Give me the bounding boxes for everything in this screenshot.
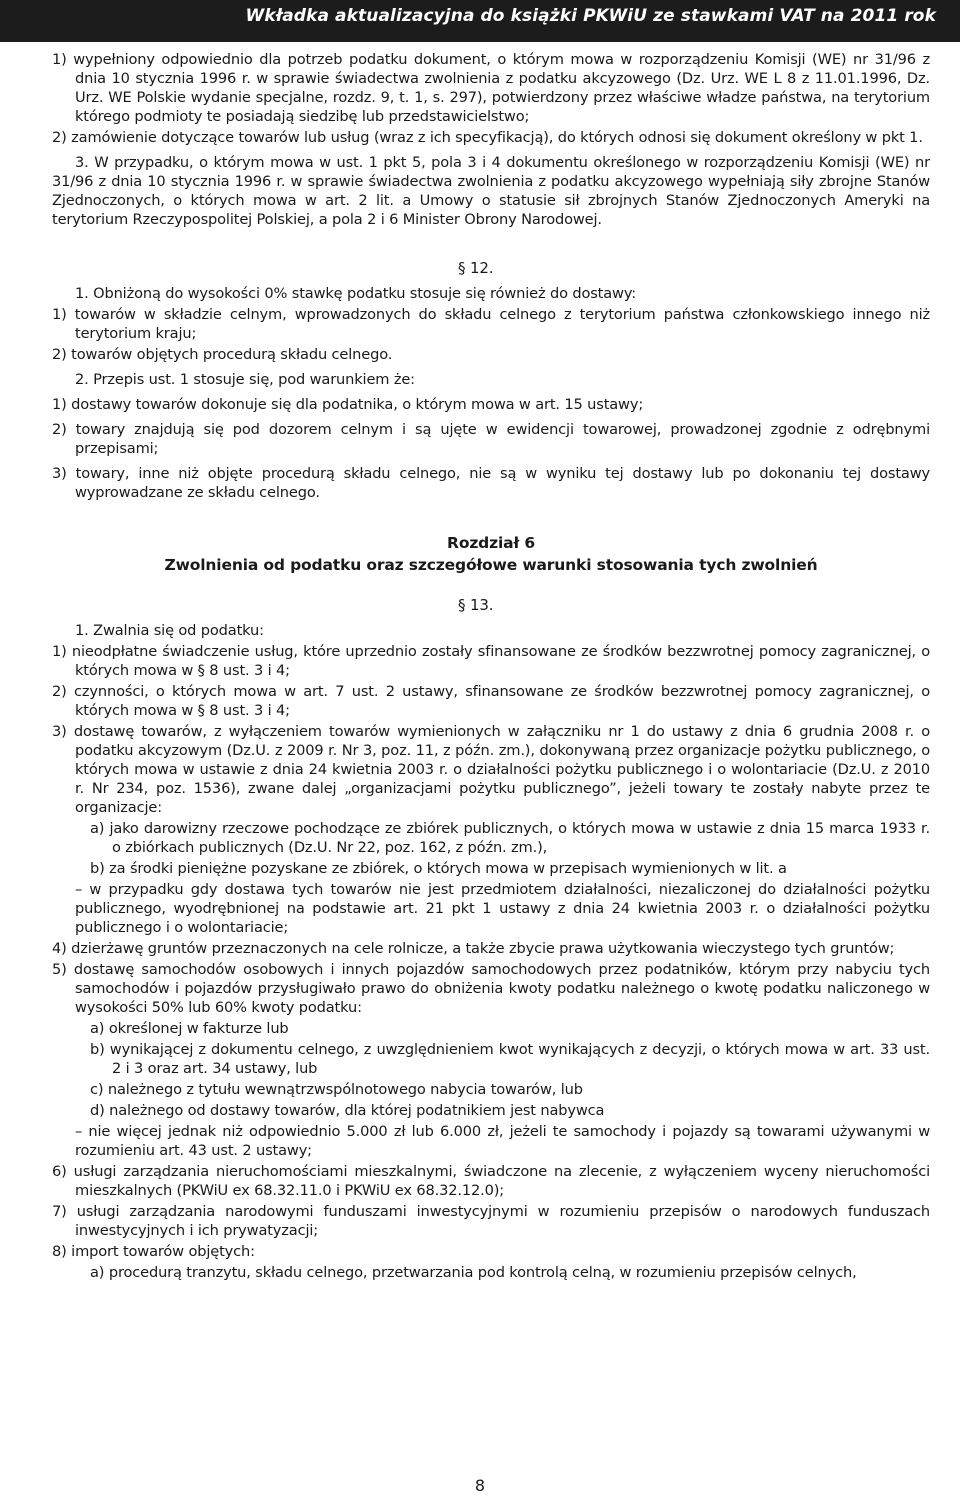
list-item-continuation: – w przypadku gdy dostawa tych towarów nie jest przedmiotem działalności, niezaliczonej do działalności pożytku publicznego, wyodrębnionej na podstawie art. 21 pkt 1 ustawy z dnia 24 kwietnia 2003 r. o działalności pożytku publicznego i o wolontariacie; (75, 881, 930, 936)
section-mark-12: § 12. (458, 259, 494, 277)
paragraph: 1. Obniżoną do wysokości 0% stawkę podatku stosuje się również do dostawy: (75, 285, 637, 302)
sub-list-item: a) procedurą tranzytu, składu celnego, przetwarzania pod kontrolą celną, w rozumieniu przepisów celnych, (90, 1264, 857, 1281)
list-item: 3) dostawę towarów, z wyłączeniem towarów wymienionych w załączniku nr 1 do ustawy z dnia 6 grudnia 2008 r. o podatku akcyzowym (Dz.U. z 2009 r. Nr 3, poz. 11, z późn. zm.), dokonywaną przez organizacje pożytku publicznego, o których mowa w ustawie z dnia 24 kwietnia 2003 r. o działalności pożytku publicznego i o wolontariacie (Dz.U. z 2010 r. Nr 234, poz. 1536), zwane dalej „organizacjami pożytku publicznego”, jeżeli towary te zostały nabyte przez te organizacje: (52, 723, 930, 816)
paragraph: 3. W przypadku, o którym mowa w ust. 1 pkt 5, pola 3 i 4 dokumentu określonego w rozporządzeniu Komisji (WE) nr 31/96 z dnia 10 stycznia 1996 r. w sprawie świadectwa zwolnienia z podatku akcyzowego wypełniają siły zbrojne Stanów Zjednoczonych, o których mowa w art. 2 lit. a Umowy o statusie sił zbrojnych Stanów Zjednoczonych Ameryki na terytorium Rzeczypospolitej Polskiej, a pola 2 i 6 Minister Obrony Narodowej. (52, 154, 930, 228)
list-item: 2) towarów objętych procedurą składu celnego. (52, 346, 393, 363)
paragraph: 2. Przepis ust. 1 stosuje się, pod warunkiem że: (75, 371, 415, 388)
sub-list-item: a) jako darowizny rzeczowe pochodzące ze zbiórek publicznych, o których mowa w ustawie z dnia 15 marca 1933 r. o zbiórkach publicznych (Dz.U. Nr 22, poz. 162, z późn. zm.), (90, 820, 930, 856)
list-item: 1) wypełniony odpowiednio dla potrzeb podatku dokument, o którym mowa w rozporządzeniu Komisji (WE) nr 31/96 z dnia 10 stycznia 1996 r. w sprawie świadectwa zwolnienia z podatku akcyzowego (Dz. Urz. WE L 8 z 11.01.1996, Dz. Urz. WE Polskie wydanie specjalne, rozdz. 9, t. 1, s. 297), potwierdzony przez właściwe władze państwa, na terytorium którego podmioty te posiadają siedzibę lub przedstawicielstwo; (52, 51, 930, 125)
list-item: 2) towary znajdują się pod dozorem celnym i są ujęte w ewidencji towarowej, prowadzonej zgodnie z odrębnymi przepisami; (52, 421, 930, 457)
list-item: 1) nieodpłatne świadczenie usług, które uprzednio zostały sfinansowane ze środków bezzwrotnej pomocy zagranicznej, o których mowa w § 8 ust. 3 i 4; (52, 643, 930, 679)
sub-list-item: b) wynikającej z dokumentu celnego, z uwzględnieniem kwot wynikających z decyzji, o których mowa w art. 33 ust. 2 i 3 oraz art. 34 ustawy, lub (90, 1041, 930, 1077)
chapter-label: Rozdział 6 (447, 534, 535, 552)
list-item: 3) towary, inne niż objęte procedurą składu celnego, nie są w wyniku tej dostawy lub po dokonaniu tej dostawy wyprowadzane ze składu celnego. (52, 465, 930, 501)
list-item: 5) dostawę samochodów osobowych i innych pojazdów samochodowych przez podatników, którym przy nabyciu tych samochodów i pojazdów przysługiwało prawo do obniżenia kwoty podatku należnego o kwotę podatku naliczonego w wysokości 50% lub 60% kwoty podatku: (52, 961, 930, 1016)
list-item-continuation: – nie więcej jednak niż odpowiednio 5.000 zł lub 6.000 zł, jeżeli te samochody i pojazdy są towarami używanymi w rozumieniu art. 43 ust. 2 ustawy; (75, 1123, 930, 1159)
list-item: 7) usługi zarządzania narodowymi funduszami inwestycyjnymi w rozumieniu przepisów o narodowych funduszach inwestycyjnych i ich prywatyzacji; (52, 1203, 930, 1239)
list-item: 2) zamówienie dotyczące towarów lub usług (wraz z ich specyfikacją), do których odnosi się dokument określony w pkt 1. (52, 129, 923, 146)
list-item: 1) towarów w składzie celnym, wprowadzonych do składu celnego z terytorium państwa członkowskiego innego niż terytorium kraju; (52, 306, 930, 342)
list-item: 1) dostawy towarów dokonuje się dla podatnika, o którym mowa w art. 15 ustawy; (52, 396, 644, 413)
list-item: 2) czynności, o których mowa w art. 7 ust. 2 ustawy, sfinansowane ze środków bezzwrotnej pomocy zagranicznej, o których mowa w § 8 ust. 3 i 4; (52, 683, 930, 719)
page-body (52, 50, 930, 1282)
paragraph: 1. Zwalnia się od podatku: (75, 622, 264, 639)
header-bar (0, 0, 960, 42)
chapter-title: Zwolnienia od podatku oraz szczegółowe warunki stosowania tych zwolnień (164, 556, 818, 574)
list-item: 8) import towarów objętych: (52, 1243, 255, 1260)
section-mark-13: § 13. (458, 596, 494, 614)
sub-list-item: d) należnego od dostawy towarów, dla której podatnikiem jest nabywca (90, 1102, 605, 1119)
sub-list-item: c) należnego z tytułu wewnątrzwspólnotowego nabycia towarów, lub (90, 1081, 583, 1098)
running-header-title: Wkładka aktualizacyjna do książki PKWiU ze stawkami VAT na 2011 rok (245, 6, 936, 26)
list-item: 4) dzierżawę gruntów przeznaczonych na cele rolnicze, a także zbycie prawa użytkowania wieczystego tych gruntów; (52, 940, 895, 957)
page-number: 8 (474, 1476, 486, 1495)
sub-list-item: b) za środki pieniężne pozyskane ze zbiórek, o których mowa w przepisach wymienionych w lit. a (90, 860, 787, 877)
sub-list-item: a) określonej w fakturze lub (90, 1020, 289, 1037)
list-item: 6) usługi zarządzania nieruchomościami mieszkalnymi, świadczone na zlecenie, z wyłączeniem wyceny nieruchomości mieszkalnych (PKWiU ex 68.32.11.0 i PKWiU ex 68.32.12.0); (52, 1163, 930, 1199)
